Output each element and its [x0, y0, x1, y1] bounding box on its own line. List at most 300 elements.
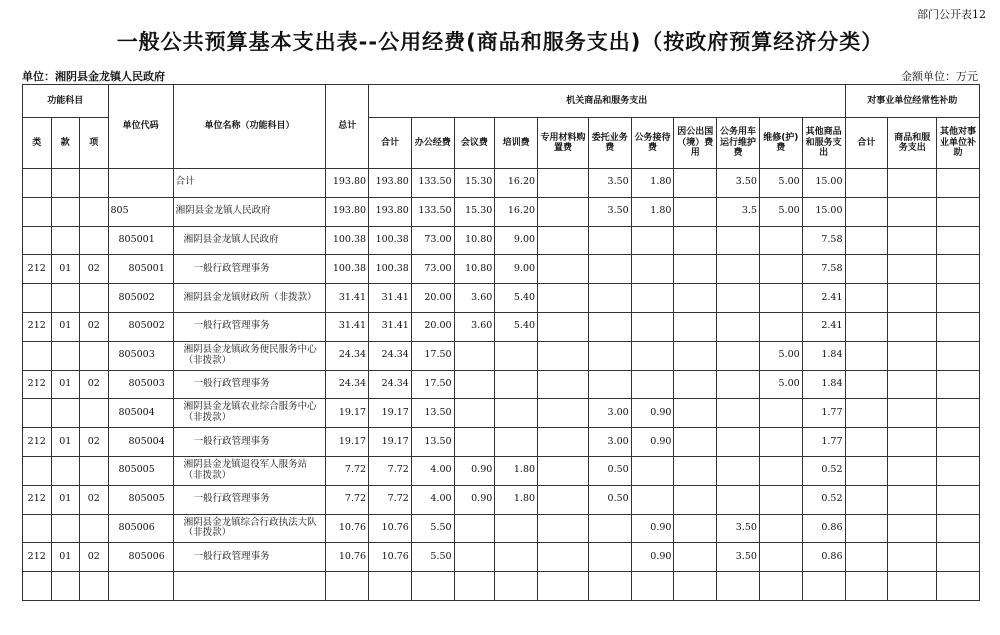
cell-subtotal	[369, 572, 412, 601]
cell-total: 7.72	[326, 485, 369, 514]
cell-material	[538, 572, 589, 601]
cell-other: 0.52	[802, 456, 845, 485]
cell-office: 4.00	[411, 485, 454, 514]
page-title: 一般公共预算基本支出表--公用经费(商品和服务支出)（按政府预算经济分类）	[116, 30, 884, 54]
cell-sub-total	[845, 428, 888, 457]
cell-sub-total	[845, 456, 888, 485]
header-meeting: 会议费	[454, 118, 495, 169]
cell-vehicle	[717, 255, 760, 284]
cell-vehicle: 3.50	[717, 514, 760, 543]
cell-meeting: 3.60	[454, 312, 495, 341]
cell-repair: 5.00	[759, 370, 802, 399]
cell-lei	[23, 169, 52, 198]
cell-repair: 5.00	[759, 197, 802, 226]
cell-entrust: 3.50	[588, 169, 631, 198]
cell-other: 1.77	[802, 428, 845, 457]
cell-entrust	[588, 514, 631, 543]
cell-unit-code: 805006	[108, 514, 173, 543]
cell-entrust: 3.50	[588, 197, 631, 226]
unit-label: 单位：湘阴县金龙镇人民政府	[22, 70, 165, 83]
cell-abroad	[674, 312, 717, 341]
cell-total: 31.41	[326, 284, 369, 313]
cell-repair	[759, 312, 802, 341]
cell-unit-name: 一般行政管理事务	[173, 312, 326, 341]
cell-reception: 0.90	[631, 428, 674, 457]
cell-sub-other	[937, 312, 980, 341]
cell-reception	[631, 572, 674, 601]
cell-entrust: 0.50	[588, 456, 631, 485]
cell-meeting	[454, 514, 495, 543]
cell-office: 4.00	[411, 456, 454, 485]
cell-training	[495, 514, 538, 543]
cell-repair	[759, 399, 802, 428]
header-sub-goods: 商品和服务支出	[888, 118, 937, 169]
cell-total: 24.34	[326, 370, 369, 399]
cell-reception: 0.90	[631, 399, 674, 428]
cell-total: 24.34	[326, 341, 369, 370]
cell-total	[326, 572, 369, 601]
cell-meeting: 15.30	[454, 169, 495, 198]
cell-sub-total	[845, 169, 888, 198]
cell-office	[411, 572, 454, 601]
cell-reception	[631, 284, 674, 313]
header-subsidy: 对事业单位经常性补助	[845, 85, 979, 118]
table-row	[23, 284, 980, 313]
cell-kuan	[51, 197, 80, 226]
cell-repair	[759, 226, 802, 255]
cell-unit-code: 805004	[108, 428, 173, 457]
cell-unit-code: 805002	[108, 312, 173, 341]
cell-unit-name: 一般行政管理事务	[173, 255, 326, 284]
table-row	[23, 169, 980, 198]
cell-office: 133.50	[411, 169, 454, 198]
cell-unit-code: 805001	[108, 255, 173, 284]
cell-sub-total	[845, 341, 888, 370]
cell-unit-name: 湘阴县金龙镇政务便民服务中心（非拨款）	[173, 341, 326, 370]
cell-kuan	[51, 226, 80, 255]
cell-repair: 5.00	[759, 341, 802, 370]
header-unit-code: 单位代码	[108, 85, 173, 169]
header-total: 总计	[326, 85, 369, 169]
cell-sub-total	[845, 572, 888, 601]
cell-kuan	[51, 284, 80, 313]
cell-unit-code: 805002	[108, 284, 173, 313]
cell-subtotal: 100.38	[369, 255, 412, 284]
cell-vehicle: 3.50	[717, 543, 760, 572]
cell-sub-other	[937, 370, 980, 399]
cell-kuan	[51, 572, 80, 601]
cell-subtotal: 24.34	[369, 341, 412, 370]
cell-xiang	[80, 399, 109, 428]
cell-vehicle: 3.5	[717, 197, 760, 226]
cell-training	[495, 341, 538, 370]
cell-xiang: 02	[80, 370, 109, 399]
cell-xiang: 02	[80, 312, 109, 341]
cell-sub-other	[937, 543, 980, 572]
cell-lei	[23, 284, 52, 313]
header-repair: 维修(护)费	[759, 118, 802, 169]
table-row	[23, 399, 980, 428]
cell-sub-other	[937, 428, 980, 457]
cell-lei: 212	[23, 485, 52, 514]
cell-training: 16.20	[495, 197, 538, 226]
cell-total: 7.72	[326, 456, 369, 485]
cell-unit-code: 805001	[108, 226, 173, 255]
cell-lei	[23, 572, 52, 601]
cell-xiang: 02	[80, 428, 109, 457]
cell-material	[538, 312, 589, 341]
cell-sub-other	[937, 169, 980, 198]
cell-sub-other	[937, 197, 980, 226]
header-material: 专用材料购置费	[538, 118, 589, 169]
cell-sub-goods	[888, 428, 937, 457]
cell-total: 19.17	[326, 399, 369, 428]
cell-meeting: 10.80	[454, 226, 495, 255]
cell-xiang	[80, 226, 109, 255]
cell-meeting: 3.60	[454, 284, 495, 313]
table-row	[23, 370, 980, 399]
cell-unit-code: 805006	[108, 543, 173, 572]
table-row	[23, 514, 980, 543]
cell-reception	[631, 485, 674, 514]
cell-subtotal: 100.38	[369, 226, 412, 255]
cell-other: 1.84	[802, 370, 845, 399]
header-lei: 类	[23, 118, 52, 169]
cell-meeting	[454, 572, 495, 601]
cell-kuan: 01	[51, 255, 80, 284]
cell-meeting	[454, 428, 495, 457]
cell-unit-name: 一般行政管理事务	[173, 485, 326, 514]
cell-material	[538, 341, 589, 370]
cell-total: 193.80	[326, 169, 369, 198]
cell-sub-goods	[888, 284, 937, 313]
cell-reception	[631, 456, 674, 485]
cell-abroad	[674, 399, 717, 428]
cell-unit-code: 805004	[108, 399, 173, 428]
cell-sub-total	[845, 485, 888, 514]
cell-lei: 212	[23, 370, 52, 399]
cell-reception: 0.90	[631, 514, 674, 543]
cell-abroad	[674, 169, 717, 198]
cell-lei	[23, 399, 52, 428]
cell-reception	[631, 255, 674, 284]
cell-reception	[631, 312, 674, 341]
header-subtotal: 合计	[369, 118, 412, 169]
cell-repair	[759, 543, 802, 572]
cell-unit-name: 湘阴县金龙镇退役军人服务站（非拨款）	[173, 456, 326, 485]
cell-sub-goods	[888, 485, 937, 514]
header-kuan: 款	[51, 118, 80, 169]
cell-training: 9.00	[495, 226, 538, 255]
cell-vehicle	[717, 572, 760, 601]
cell-office: 20.00	[411, 284, 454, 313]
cell-training: 1.80	[495, 485, 538, 514]
cell-total: 31.41	[326, 312, 369, 341]
cell-xiang	[80, 456, 109, 485]
cell-sub-total	[845, 370, 888, 399]
cell-other: 2.41	[802, 312, 845, 341]
cell-unit-code: 805005	[108, 456, 173, 485]
cell-abroad	[674, 197, 717, 226]
cell-sub-other	[937, 456, 980, 485]
header-reception: 公务接待费	[631, 118, 674, 169]
cell-material	[538, 169, 589, 198]
cell-office: 20.00	[411, 312, 454, 341]
cell-meeting: 10.80	[454, 255, 495, 284]
cell-lei	[23, 341, 52, 370]
amount-unit-label: 金额单位：万元	[901, 70, 978, 83]
cell-total: 19.17	[326, 428, 369, 457]
cell-abroad	[674, 456, 717, 485]
cell-sub-other	[937, 485, 980, 514]
cell-entrust	[588, 284, 631, 313]
cell-entrust	[588, 341, 631, 370]
cell-office: 5.50	[411, 514, 454, 543]
cell-reception: 0.90	[631, 543, 674, 572]
cell-subtotal: 24.34	[369, 370, 412, 399]
cell-material	[538, 428, 589, 457]
cell-sub-other	[937, 284, 980, 313]
header-sub-total: 合计	[845, 118, 888, 169]
cell-sub-total	[845, 197, 888, 226]
table-row	[23, 485, 980, 514]
cell-subtotal: 7.72	[369, 485, 412, 514]
cell-total: 10.76	[326, 514, 369, 543]
cell-sub-goods	[888, 341, 937, 370]
cell-abroad	[674, 341, 717, 370]
cell-repair	[759, 428, 802, 457]
cell-other: 2.41	[802, 284, 845, 313]
cell-sub-other	[937, 226, 980, 255]
table-row	[23, 197, 980, 226]
cell-unit-name: 湘阴县金龙镇财政所（非拨款）	[173, 284, 326, 313]
cell-office: 5.50	[411, 543, 454, 572]
cell-entrust	[588, 543, 631, 572]
cell-abroad	[674, 255, 717, 284]
cell-sub-goods	[888, 456, 937, 485]
cell-training	[495, 370, 538, 399]
budget-table	[22, 84, 980, 601]
cell-sub-total	[845, 226, 888, 255]
cell-reception	[631, 341, 674, 370]
cell-entrust	[588, 370, 631, 399]
cell-sub-total	[845, 255, 888, 284]
cell-unit-name: 合计	[173, 169, 326, 198]
form-number: 部门公开表12	[917, 8, 986, 21]
cell-reception: 1.80	[631, 197, 674, 226]
cell-vehicle	[717, 456, 760, 485]
cell-unit-name: 湘阴县金龙镇综合行政执法大队（非拨款）	[173, 514, 326, 543]
table-row	[23, 456, 980, 485]
cell-sub-other	[937, 255, 980, 284]
header-other: 其他商品和服务支出	[802, 118, 845, 169]
header-vehicle: 公务用车运行维护费	[717, 118, 760, 169]
cell-office: 17.50	[411, 341, 454, 370]
cell-lei	[23, 514, 52, 543]
header-abroad: 因公出国（境）费用	[674, 118, 717, 169]
cell-material	[538, 197, 589, 226]
cell-material	[538, 284, 589, 313]
cell-material	[538, 485, 589, 514]
cell-repair	[759, 456, 802, 485]
cell-material	[538, 370, 589, 399]
cell-entrust: 3.00	[588, 399, 631, 428]
cell-meeting	[454, 399, 495, 428]
cell-training	[495, 543, 538, 572]
cell-repair	[759, 572, 802, 601]
cell-abroad	[674, 514, 717, 543]
cell-kuan: 01	[51, 312, 80, 341]
cell-sub-goods	[888, 169, 937, 198]
cell-vehicle: 3.50	[717, 169, 760, 198]
cell-total: 193.80	[326, 197, 369, 226]
table-row	[23, 572, 980, 601]
table-row	[23, 255, 980, 284]
cell-subtotal: 10.76	[369, 543, 412, 572]
header-xiang: 项	[80, 118, 109, 169]
header-sub-other: 其他对事业单位补助	[937, 118, 980, 169]
cell-unit-name	[173, 572, 326, 601]
cell-other: 15.00	[802, 197, 845, 226]
table-row	[23, 312, 980, 341]
cell-abroad	[674, 572, 717, 601]
cell-office: 133.50	[411, 197, 454, 226]
cell-unit-code	[108, 572, 173, 601]
cell-office: 13.50	[411, 399, 454, 428]
cell-abroad	[674, 428, 717, 457]
table-row	[23, 428, 980, 457]
cell-repair	[759, 284, 802, 313]
cell-lei: 212	[23, 543, 52, 572]
cell-sub-other	[937, 399, 980, 428]
cell-entrust: 0.50	[588, 485, 631, 514]
cell-lei	[23, 456, 52, 485]
cell-training	[495, 428, 538, 457]
cell-unit-name: 湘阴县金龙镇农业综合服务中心（非拨款）	[173, 399, 326, 428]
cell-repair	[759, 255, 802, 284]
cell-subtotal: 193.80	[369, 169, 412, 198]
cell-sub-other	[937, 514, 980, 543]
cell-sub-goods	[888, 572, 937, 601]
cell-kuan	[51, 341, 80, 370]
cell-unit-name: 一般行政管理事务	[173, 428, 326, 457]
cell-abroad	[674, 543, 717, 572]
cell-sub-total	[845, 399, 888, 428]
cell-other: 7.58	[802, 226, 845, 255]
cell-training: 16.20	[495, 169, 538, 198]
cell-training: 1.80	[495, 456, 538, 485]
cell-subtotal: 19.17	[369, 399, 412, 428]
cell-vehicle	[717, 428, 760, 457]
cell-subtotal: 10.76	[369, 514, 412, 543]
cell-repair	[759, 485, 802, 514]
cell-subtotal: 31.41	[369, 312, 412, 341]
cell-training: 5.40	[495, 284, 538, 313]
cell-sub-goods	[888, 399, 937, 428]
cell-training: 5.40	[495, 312, 538, 341]
cell-unit-name: 湘阴县金龙镇人民政府	[173, 197, 326, 226]
cell-meeting: 0.90	[454, 485, 495, 514]
cell-total: 100.38	[326, 226, 369, 255]
cell-sub-other	[937, 341, 980, 370]
cell-meeting	[454, 543, 495, 572]
cell-subtotal: 7.72	[369, 456, 412, 485]
header-office: 办公经费	[411, 118, 454, 169]
cell-lei	[23, 197, 52, 226]
cell-unit-name: 湘阴县金龙镇人民政府	[173, 226, 326, 255]
cell-unit-code: 805005	[108, 485, 173, 514]
cell-reception	[631, 226, 674, 255]
table-row	[23, 226, 980, 255]
cell-other: 1.84	[802, 341, 845, 370]
cell-kuan	[51, 514, 80, 543]
cell-meeting: 15.30	[454, 197, 495, 226]
cell-vehicle	[717, 485, 760, 514]
cell-material	[538, 399, 589, 428]
cell-lei: 212	[23, 255, 52, 284]
cell-reception: 1.80	[631, 169, 674, 198]
cell-unit-code: 805003	[108, 341, 173, 370]
cell-training: 9.00	[495, 255, 538, 284]
cell-repair: 5.00	[759, 169, 802, 198]
cell-subtotal: 19.17	[369, 428, 412, 457]
cell-vehicle	[717, 226, 760, 255]
cell-lei: 212	[23, 428, 52, 457]
cell-other: 15.00	[802, 169, 845, 198]
header-entrust: 委托业务费	[588, 118, 631, 169]
cell-other: 0.86	[802, 543, 845, 572]
cell-sub-total	[845, 284, 888, 313]
cell-vehicle	[717, 370, 760, 399]
cell-xiang	[80, 572, 109, 601]
cell-meeting: 0.90	[454, 456, 495, 485]
cell-material	[538, 456, 589, 485]
cell-meeting	[454, 370, 495, 399]
cell-abroad	[674, 485, 717, 514]
cell-office: 73.00	[411, 226, 454, 255]
cell-material	[538, 514, 589, 543]
cell-unit-code: 805	[108, 197, 173, 226]
header-org-goods: 机关商品和服务支出	[369, 85, 845, 118]
cell-repair	[759, 514, 802, 543]
cell-sub-other	[937, 572, 980, 601]
cell-meeting	[454, 341, 495, 370]
header-training: 培训费	[495, 118, 538, 169]
cell-sub-total	[845, 312, 888, 341]
header-unit-name: 单位名称（功能科目）	[173, 85, 326, 169]
cell-vehicle	[717, 399, 760, 428]
cell-unit-name: 一般行政管理事务	[173, 543, 326, 572]
cell-abroad	[674, 226, 717, 255]
cell-xiang	[80, 284, 109, 313]
cell-unit-name: 一般行政管理事务	[173, 370, 326, 399]
cell-sub-goods	[888, 255, 937, 284]
cell-unit-code	[108, 169, 173, 198]
cell-reception	[631, 370, 674, 399]
cell-sub-goods	[888, 514, 937, 543]
table-row	[23, 341, 980, 370]
cell-sub-total	[845, 514, 888, 543]
cell-other	[802, 572, 845, 601]
cell-sub-total	[845, 543, 888, 572]
cell-entrust	[588, 572, 631, 601]
cell-xiang	[80, 197, 109, 226]
cell-vehicle	[717, 312, 760, 341]
cell-entrust: 3.00	[588, 428, 631, 457]
cell-vehicle	[717, 341, 760, 370]
cell-material	[538, 543, 589, 572]
cell-kuan	[51, 399, 80, 428]
